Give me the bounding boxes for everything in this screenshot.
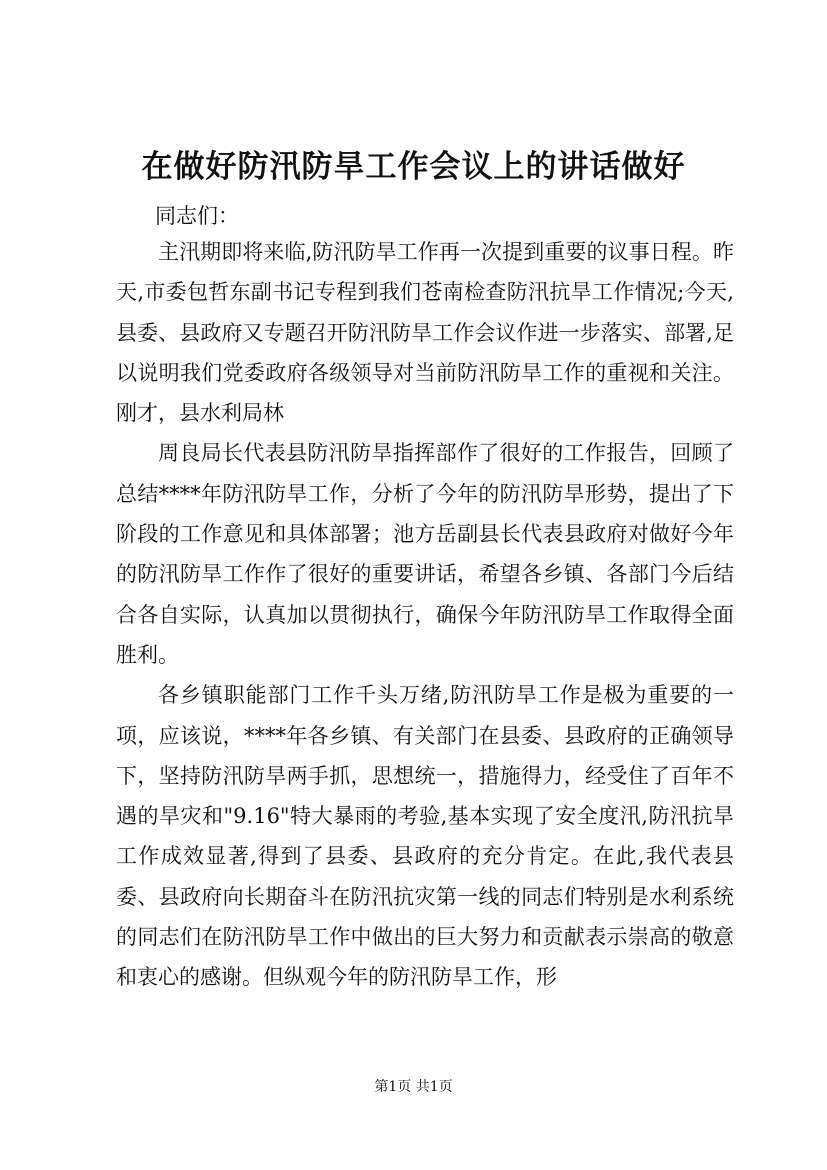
paragraph: 周良局长代表县防汛防旱指挥部作了很好的工作报告，回顾了总结****年防汛防旱工作，分析了今年的防汛防旱形势，提出了下阶段的工作意见和具体部署；池方岳副县长代表县政府对做好今年的防汛防旱工作作了很好的重要讲话，希望各乡镇、各部门今后结合各自实际，认真加以贯彻执行，确保今年防汛防旱工作取得全面胜利。 xyxy=(116,441,734,667)
paragraph: 各乡镇职能部门工作千头万绪,防汛防旱工作是极为重要的一项，应该说，****年各乡镇、有关部门在县委、县政府的正确领导下，坚持防汛防旱两手抓，思想统一，措施得力，经受住了百年不遇的旱灾和"9.16"特大暴雨的考验,基本实现了安全度汛,防汛抗旱工作成效显著,得到了县委、县政府的充分肯定。在此,我代表县委、县政府向长期奋斗在防汛抗灾第一线的同志们特别是水利系统的同志们在防汛防旱工作中做出的巨大努力和贡献表示崇高的敬意和衷心的感谢。但纵观今年的防汛防旱工作，形 xyxy=(116,683,734,990)
document-body xyxy=(116,232,734,998)
document-title: 在做好防汛防旱工作会议上的讲话做好 xyxy=(141,149,686,185)
salutation: 同志们： xyxy=(155,204,239,228)
page-footer: 第1页 共1页 xyxy=(374,1079,453,1095)
paragraph: 主汛期即将来临,防汛防旱工作再一次提到重要的议事日程。昨天,市委包哲东副书记专程到我们苍南检查防汛抗旱工作情况;今天,县委、县政府又专题召开防汛防旱工作会议作进一步落实、部署,足以说明我们党委政府各级领导对当前防汛防旱工作的重视和关注。刚才，县水利局林 xyxy=(116,240,734,426)
